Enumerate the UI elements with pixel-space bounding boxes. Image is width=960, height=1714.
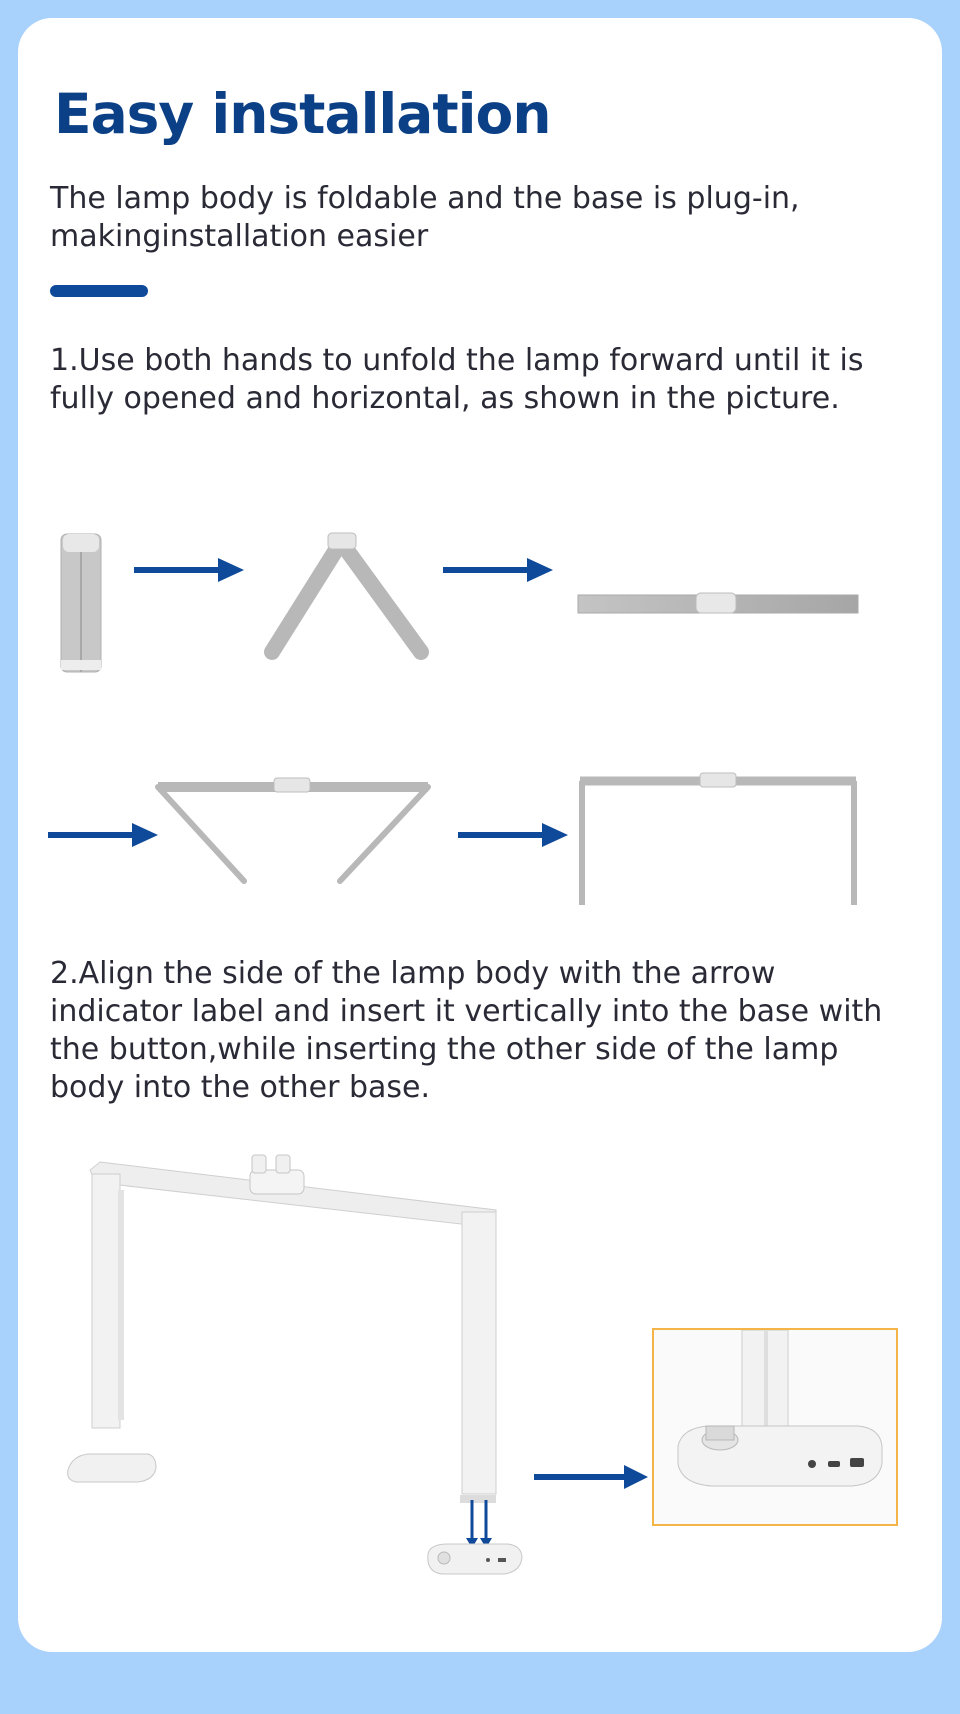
lamp-half-open [272,533,421,652]
page-title: Easy installation [54,82,551,146]
lamp-standing-frame [580,773,856,905]
base-closeup-illustration [654,1330,896,1524]
step-1-text: 1.Use both hands to unfold the lamp forward until it is fully opened and horizontal, as shown in the picture. [50,343,864,416]
base-left [68,1454,156,1482]
lamp-horizontal [578,593,858,613]
right-arrow-icon [48,823,158,847]
lamp-folded [61,534,101,672]
fold-sequence-illustration [0,500,960,940]
base-closeup-callout [652,1328,898,1526]
down-arrow-icon [466,1500,492,1548]
lamp-arms-spread [158,778,428,881]
lamp-frame [90,1155,496,1503]
base-right [428,1544,522,1574]
page-subtitle: The lamp body is foldable and the base is plug-in, makinginstallation easier [50,181,800,254]
right-arrow-icon [443,558,553,582]
right-arrow-icon [534,1465,648,1489]
right-arrow-icon [458,823,568,847]
accent-divider [50,285,148,297]
right-arrow-icon [134,558,244,582]
step-2-text: 2.Align the side of the lamp body with the arrow indicator label and insert it vertically into the base with the button,while inserting the other side of the lamp body into the other base. [50,956,883,1105]
